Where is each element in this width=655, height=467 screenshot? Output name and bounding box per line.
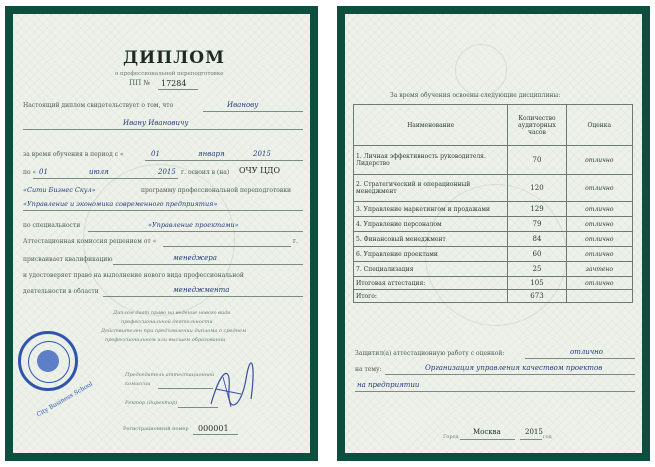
- row-hours: 60: [508, 247, 566, 262]
- qualif-name: менеджера: [173, 254, 217, 262]
- table-row: [354, 202, 633, 217]
- commission-suffix: г.: [293, 238, 299, 245]
- row-hours: 79: [508, 217, 566, 232]
- certify-text: Настоящий диплом свидетельствует о том, что: [23, 102, 174, 109]
- seal-text: City Business School: [35, 380, 94, 419]
- from-line: [145, 160, 303, 161]
- reg-label: Регистрационный номер: [123, 426, 189, 432]
- row-name: 5. Финансовый менеджмент: [354, 232, 508, 247]
- rector-sign-line: [178, 407, 218, 408]
- period-to-label: по «: [23, 169, 37, 176]
- area-label: деятельности в области: [23, 288, 99, 295]
- city-label: Город: [443, 434, 459, 440]
- table-row: [354, 175, 633, 202]
- row-name: 7. Специализация: [354, 262, 508, 277]
- row-name: Итого:: [354, 290, 508, 303]
- row-name: 2. Стратегический и операционный менеджмент: [354, 175, 508, 202]
- col-hours: Количество аудиторных часов: [508, 105, 566, 146]
- city-line: [460, 439, 515, 440]
- reg-number: 000001: [198, 424, 229, 433]
- tree-emblem-icon: [37, 350, 59, 372]
- row-grade: зачтено: [566, 262, 632, 277]
- table-header-row: [354, 105, 633, 146]
- diploma-subtitle: о профессиональной переподготовке: [115, 71, 224, 77]
- defense-grade: отлично: [570, 348, 603, 356]
- table-row: [354, 247, 633, 262]
- row-grade: отлично: [566, 202, 632, 217]
- series-label: ПП №: [129, 79, 151, 87]
- from-year: 2015: [253, 150, 271, 158]
- topic-line-2: на предприятии: [357, 381, 420, 389]
- program-line: [23, 210, 303, 211]
- row-hours: 105: [508, 277, 566, 290]
- row-hours: 120: [508, 175, 566, 202]
- spec-name: «Управление проектами»: [148, 221, 239, 229]
- area-line: [103, 296, 303, 297]
- to-suffix: г. освоил в (на): [181, 169, 230, 176]
- commission-chair: Председатель аттестационной: [125, 372, 215, 378]
- diploma-left-page: [5, 6, 318, 461]
- commission-text: Аттестационная комиссия решением от «: [23, 238, 157, 245]
- topic-line-1: Организация управления качеством проектов: [425, 364, 603, 372]
- program-label: программу профессиональной переподготовки: [141, 187, 292, 194]
- topic-underline-1: [385, 374, 635, 375]
- right-text: и удостоверяет право на выполнение нового вида профессиональной: [23, 272, 244, 279]
- recipient-name: Ивану Ивановичу: [123, 119, 189, 127]
- row-hours: 673: [508, 290, 566, 303]
- row-hours: 129: [508, 202, 566, 217]
- from-day: 01: [151, 150, 160, 158]
- recipient-surname: Иванову: [227, 101, 259, 109]
- row-name: 1. Личная эффективность руководителя. Лидерство: [354, 146, 508, 175]
- name-line: [23, 129, 303, 130]
- table-row: [354, 217, 633, 232]
- signature-icon: [201, 359, 261, 414]
- note-line-4: профессиональном или высшем образовании: [105, 337, 226, 343]
- qualif-label: присваивает квалификацию: [23, 256, 113, 263]
- qualif-line: [113, 264, 303, 265]
- note-line-3: Действителен при предъявлении диплома о среднем: [101, 328, 247, 334]
- table-row: [354, 146, 633, 175]
- topic-underline-2: [355, 391, 635, 392]
- row-name: Итоговая аттестация:: [354, 277, 508, 290]
- spec-label: по специальности: [23, 222, 81, 229]
- row-grade: отлично: [566, 175, 632, 202]
- to-line: [33, 178, 178, 179]
- to-year: 2015: [158, 168, 176, 176]
- note-line-1: Диплом дает право на ведение нового вида: [113, 310, 231, 316]
- area-name: менеджмента: [173, 286, 230, 294]
- defense-label: Защитил(а) аттестационную работу с оценкой:: [355, 350, 505, 357]
- org-short: ОЧУ ЦДО: [239, 166, 281, 175]
- row-grade: отлично: [566, 146, 632, 175]
- note-line-2: профессиональной деятельности: [121, 319, 213, 325]
- rector-label: Ректор (директор): [125, 400, 178, 406]
- row-grade: отлично: [566, 277, 632, 290]
- table-row: [354, 290, 633, 303]
- spec-line: [88, 231, 303, 232]
- row-grade: отлично: [566, 232, 632, 247]
- disciplines-table: [353, 104, 633, 303]
- to-day: 01: [39, 168, 48, 176]
- table-row: [354, 232, 633, 247]
- program-name: «Управление и экономика современного предприятия»: [23, 200, 218, 208]
- row-name: 4. Управление персоналом: [354, 217, 508, 232]
- col-name: Наименование: [354, 105, 508, 146]
- topic-label: на тему:: [355, 366, 382, 373]
- city-value: Москва: [473, 428, 501, 436]
- row-name: 3. Управление маркетингом и продажами: [354, 202, 508, 217]
- series-line: [158, 89, 198, 90]
- official-seal: [18, 331, 78, 391]
- left-page-paper: [13, 14, 310, 453]
- table-row: [354, 277, 633, 290]
- from-month: января: [198, 150, 225, 158]
- reg-line: [193, 434, 238, 435]
- diploma-title: ДИПЛОМ: [123, 48, 225, 68]
- row-hours: 84: [508, 232, 566, 247]
- row-hours: 25: [508, 262, 566, 277]
- col-grade: Оценка: [566, 105, 632, 146]
- watermark-small: [455, 44, 507, 96]
- series-number: 17284: [161, 79, 187, 88]
- org-name: «Сити Бизнес Скул»: [23, 186, 96, 194]
- diploma-right-page: [337, 6, 650, 461]
- period-from-label: за время обучения в период с «: [23, 151, 124, 158]
- defense-line: [525, 358, 635, 359]
- row-name: 6. Управление проектами: [354, 247, 508, 262]
- surname-line: [203, 111, 303, 112]
- to-month: июля: [89, 168, 109, 176]
- year-line: [520, 439, 542, 440]
- year-value: 2015: [525, 428, 543, 436]
- row-hours: 70: [508, 146, 566, 175]
- row-grade: отлично: [566, 247, 632, 262]
- row-grade: отлично: [566, 217, 632, 232]
- disciplines-header: За время обучения освоены следующие дисциплины:: [390, 92, 561, 99]
- year-label: год: [543, 434, 552, 440]
- commission-line: [163, 246, 291, 247]
- row-grade: [566, 290, 632, 303]
- table-row: [354, 262, 633, 277]
- right-page-paper: [345, 14, 642, 453]
- commission-chair-2: комиссии: [125, 381, 151, 387]
